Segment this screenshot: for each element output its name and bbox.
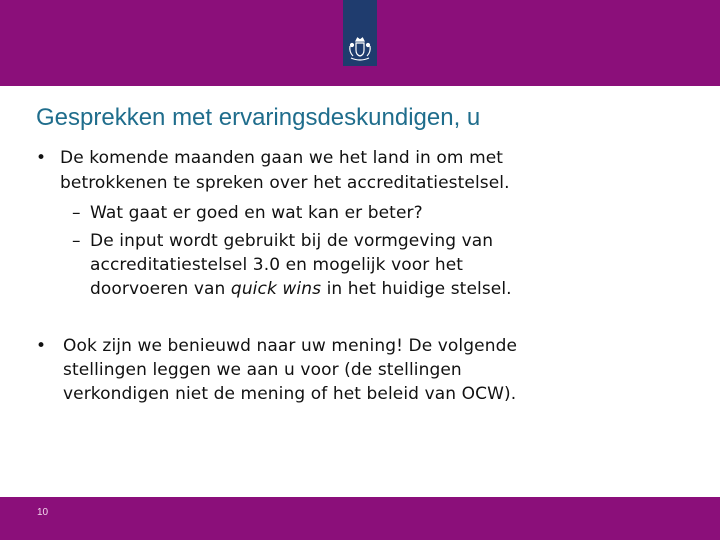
sub-bullet-2-line-1: De input wordt gebruikt bij de vormgeving van bbox=[90, 231, 494, 251]
header-bar bbox=[0, 0, 720, 86]
sub-bullet-1-line-1: Wat gaat er goed en wat kan er beter? bbox=[90, 203, 423, 223]
bullet-1-line-1: De komende maanden gaan we het land in om met bbox=[60, 148, 504, 168]
slide-title: Gesprekken met ervaringsdeskundigen, u bbox=[36, 104, 481, 131]
bullet-2-line-3: verkondigen niet de mening of het beleid van OCW). bbox=[63, 384, 517, 404]
bullet-1-line-2: betrokkenen te spreken over het accreditatiestelsel. bbox=[60, 173, 510, 193]
sub-bullet-2-line-2: accreditatiestelsel 3.0 en mogelijk voor het bbox=[90, 255, 464, 275]
bullet-marker: • bbox=[36, 336, 47, 356]
text-run: in het huidige stelsel. bbox=[321, 279, 512, 299]
dash-marker: – bbox=[72, 231, 81, 251]
sub-bullet-2-line-3 bbox=[90, 279, 512, 299]
bullet-2-line-2: stellingen leggen we aan u voor (de stellingen bbox=[63, 360, 462, 380]
page-number: 10 bbox=[37, 507, 49, 518]
bullet-marker: • bbox=[36, 148, 47, 168]
coat-of-arms-icon bbox=[347, 36, 373, 62]
logo-block bbox=[343, 0, 377, 66]
text-run: doorvoeren van bbox=[90, 279, 231, 299]
bullet-2-line-1: Ook zijn we benieuwd naar uw mening! De volgende bbox=[63, 336, 518, 356]
dash-marker: – bbox=[72, 203, 81, 223]
italic-text: quick wins bbox=[230, 279, 322, 299]
footer-bar bbox=[0, 497, 720, 540]
